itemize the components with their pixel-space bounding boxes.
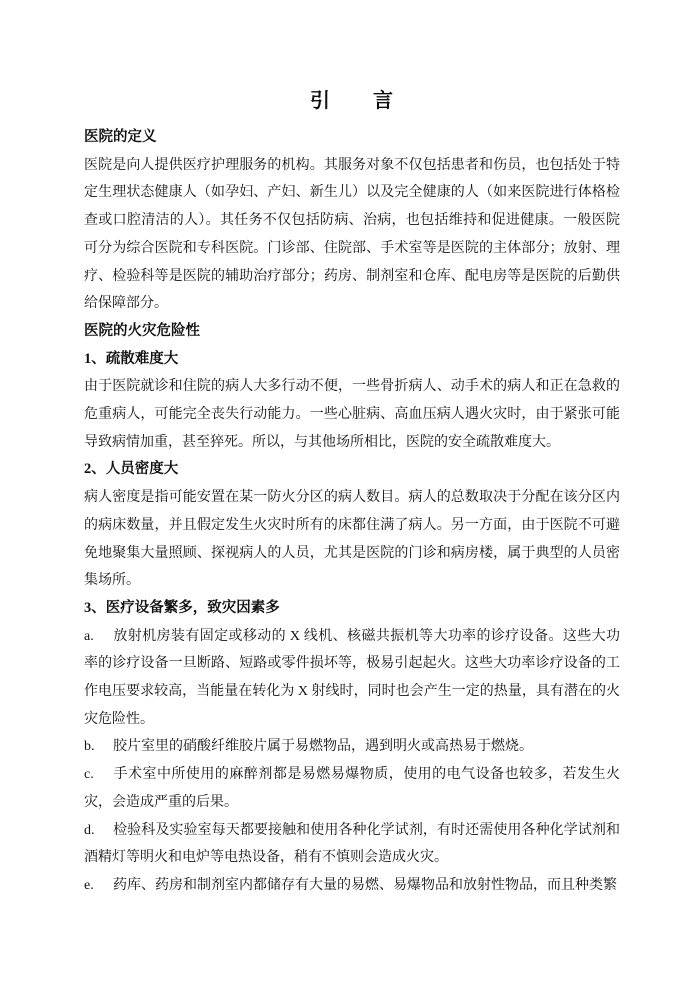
list-marker-c: c. [84,767,94,783]
list-item-e [84,872,620,900]
list-item-b-text: 胶片室里的硝酸纤维胶片属于易燃物品，遇到明火或高热易于燃烧。 [113,739,533,755]
section-heading-fire-hazard: 医院的火灾危险性 [84,322,200,339]
subheading-evacuation-difficulty: 1、疏散难度大 [84,350,179,367]
list-item-e-text: 药库、药房和制剂室内都储存有大量的易燃、易爆物品和放射性物品，而且种类繁 [113,877,617,893]
paragraph-hospital-definition: 医院是向人提供医疗护理服务的机构。其服务对象不仅包括患者和伤员，也包括处于特定生理状态健康人（如孕妇、产妇、新生儿）以及完全健康的人（如来医院进行体格检查或口腔清洁的人）。其任务不仅包括防病、治病，也包括维持和促进健康。一般医院可分为综合医院和专科医院。门诊部、住院部、手术室等是医院的主体部分；放射、理疗、检验科等是医院的辅助治疗部分；药房、制剂室和仓库、配电房等是医院的后勤供给保障部分。 [84,157,620,312]
list-item-d [84,817,620,872]
subheading-medical-equipment: 3、医疗设备繁多，致灾因素多 [84,599,280,616]
page-title: 引 言 [310,90,394,112]
list-marker-a: a. [84,628,94,644]
list-item-d-text: 检验科及实验室每天都要接触和使用各种化学试剂，有时还需使用各种化学试剂和酒精灯等明火和电炉等电热设备，稍有不慎则会造成火灾。 [84,822,620,866]
paragraph-evacuation-difficulty: 由于医院就诊和住院的病人大多行动不便，一些骨折病人、动手术的病人和正在急救的危重病人，可能完全丧失行动能力。一些心脏病、高血压病人遇火灾时，由于紧张可能导致病情加重，甚至猝死。所以，与其他场所相比，医院的安全疏散难度大。 [84,379,620,450]
list-item-c [84,761,620,816]
paragraph-occupant-density: 病人密度是指可能安置在某一防火分区的病人数目。病人的总数取决于分配在该分区内的病床数量，并且假定发生火灾时所有的床都住满了病人。另一方面，由于医院不可避免地聚集大量照顾、探视病人的人员，尤其是医院的门诊和病房楼，属于典型的人员密集场所。 [84,490,620,589]
subheading-occupant-density: 2、人员密度大 [84,461,179,478]
list-item-a-text: 放射机房装有固定或移动的 X 线机、核磁共振机等大功率的诊疗设备。这些大功率的诊疗设备一旦断路、短路或零件损坏等，极易引起起火。这些大功率诊疗设备的工作电压要求较高，当能量在转化为 X 射线时，同时也会产生一定的热量，具有潜在的火灾危险性。 [84,628,620,727]
list-marker-b: b. [84,739,95,755]
list-marker-e: e. [84,877,94,893]
list-item-b [84,733,620,761]
list-item-c-text: 手术室中所使用的麻醉剂都是易燃易爆物质，使用的电气设备也较多，若发生火灾，会造成严重的后果。 [84,767,620,810]
section-heading-hospital-definition: 医院的定义 [84,129,157,145]
list-item-a [84,623,620,734]
list-marker-d: d. [84,822,95,838]
